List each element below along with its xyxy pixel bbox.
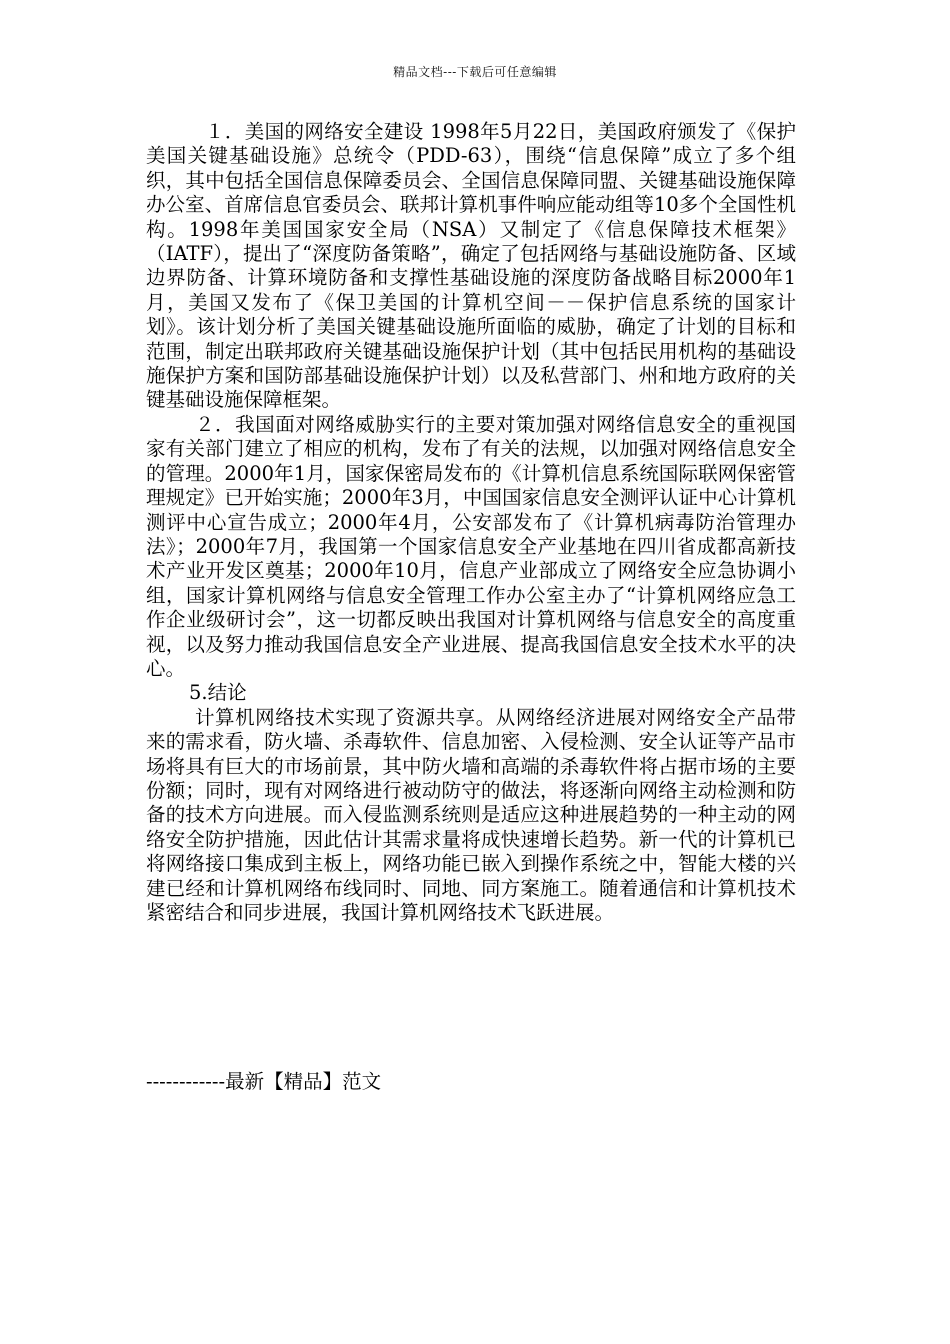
paragraph-us-network-security: １．美国的网络安全建设 1998年5月22日，美国政府颁发了《保护美国关键基础设施》总统令（PDD-63），围绕“信息保障”成立了多个组织，其中包括全国信息保障委员会、全国信息保障同盟、关键基础设施保障办公室、首席信息官委员会、联邦计算机事件响应能动组等10多个全国性机构。1998年美国国家安全局（NSA）又制定了《信息保障技术框架》（IATF），提出了“深度防备策略”，确定了包括网络与基础设施防备、区域边界防备、计算环境防备和支撑性基础设施的深度防备战略目标2000年1月，美国又发布了《保卫美国的计算机空间－－保护信息系统的国家计划》。该计划分析了美国关键基础设施所面临的威胁，确定了计划的目标和范围，制定出联邦政府关键基础设施保护计划（其中包括民用机构的基础设施保护方案和国防部基础设施保护计划）以及私营部门、州和地方政府的关键基础设施保障框架。 bbox=[146, 120, 796, 412]
page-footer: ------------最新【精品】范文 bbox=[146, 1070, 382, 1093]
page-header: 精品文档---下载后可任意编辑 bbox=[393, 65, 557, 79]
section-heading-conclusion: 5.结论 bbox=[189, 681, 247, 705]
paragraph-conclusion: 计算机网络技术实现了资源共享。从网络经济进展对网络安全产品带来的需求看，防火墙、杀毒软件、信息加密、入侵检测、安全认证等产品市场将具有巨大的市场前景，其中防火墙和高端的杀毒软件将占据市场的主要份额；同时，现有对网络进行被动防守的做法，将逐渐向网络主动检测和防备的技术方向进展。而入侵监测系统则是适应这种进展趋势的一种主动的网络安全防护措施，因此估计其需求量将成快速增长趋势。新一代的计算机已将网络接口集成到主板上，网络功能已嵌入到操作系统之中，智能大楼的兴建已经和计算机网络布线同时、同地、同方案施工。随着通信和计算机技术紧密结合和同步进展，我国计算机网络技术飞跃进展。 bbox=[146, 705, 796, 924]
paragraph-china-countermeasures: ２．我国面对网络威胁实行的主要对策加强对网络信息安全的重视国家有关部门建立了相应的机构，发布了有关的法规，以加强对网络信息安全的管理。2000年1月，国家保密局发布的《计算机信息系统国际联网保密管理规定》已开始实施；2000年3月，中国国家信息安全测评认证中心计算机测评中心宣告成立；2000年4月，公安部发布了《计算机病毒防治管理办法》；2000年7月，我国第一个国家信息安全产业基地在四川省成都高新技术产业开发区奠基；2000年10月，信息产业部成立了网络安全应急协调小组，国家计算机网络与信息安全管理工作办公室主办了“计算机网络应急工作企业级研讨会”，这一切都反映出我国对计算机网络与信息安全的高度重视，以及努力推动我国信息安全产业进展、提高我国信息安全技术水平的决心。 bbox=[146, 412, 796, 680]
document-body bbox=[146, 120, 796, 925]
